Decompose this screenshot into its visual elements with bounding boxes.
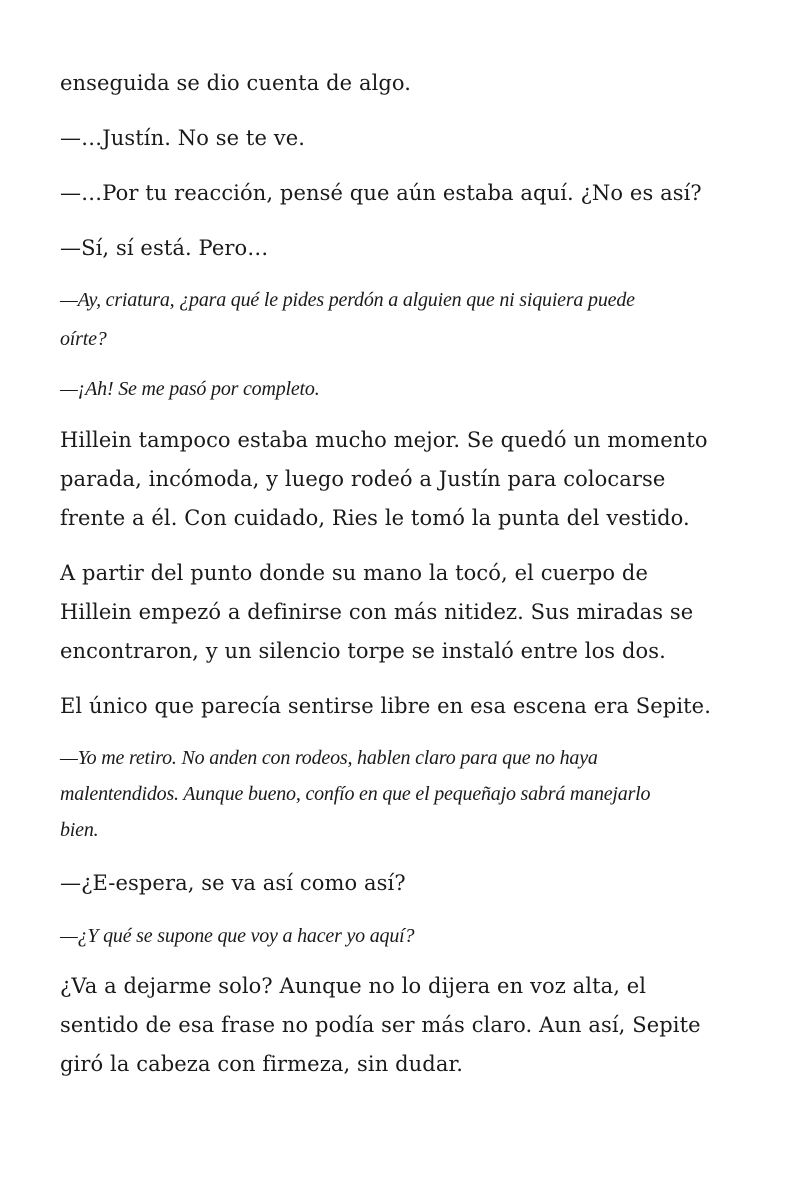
- italic-thought: [60, 917, 740, 956]
- text-line: —Ay, criatura, ¿para qué le pides perdón a alguien que ni siquiera puede: [60, 289, 635, 311]
- text-line: —¿E-espera, se va así como así?: [60, 871, 406, 895]
- text-line: —…Por tu reacción, pensé que aún estaba aquí. ¿No es así?: [60, 181, 702, 205]
- dialogue-line: [60, 119, 750, 158]
- text-line: ¿Va a dejarme solo? Aunque no lo dijera en voz alta, el: [60, 974, 647, 998]
- paragraph: [60, 421, 750, 538]
- text-line: oírte?: [60, 328, 107, 350]
- text-line: enseguida se dio cuenta de algo.: [60, 71, 412, 95]
- paragraph: [60, 687, 750, 726]
- text-line: —Sí, sí está. Pero…: [60, 236, 269, 260]
- dialogue-line: [60, 229, 750, 268]
- text-line: —¡Ah! Se me pasó por completo.: [60, 378, 320, 400]
- text-line: malentendidos. Aunque bueno, confío en que el pequeñajo sabrá manejarlo: [60, 783, 651, 805]
- italic-thought: [60, 281, 740, 359]
- text-line: sentido de esa frase no podía ser más claro. Aun así, Sepite: [60, 1013, 701, 1037]
- text-line: parada, incómoda, y luego rodeó a Justín para colocarse: [60, 467, 666, 491]
- paragraph: [60, 554, 750, 671]
- text-line: —…Justín. No se te ve.: [60, 126, 306, 150]
- text-line: giró la cabeza con firmeza, sin dudar.: [60, 1052, 464, 1076]
- text-line: frente a él. Con cuidado, Ries le tomó la punta del vestido.: [60, 506, 690, 530]
- text-line: El único que parecía sentirse libre en esa escena era Sepite.: [60, 694, 711, 718]
- italic-thought: [60, 370, 740, 409]
- text-line: bien.: [60, 819, 99, 841]
- text-line: Hillein tampoco estaba mucho mejor. Se quedó un momento: [60, 428, 708, 452]
- text-line: Hillein empezó a definirse con más nitidez. Sus miradas se: [60, 600, 694, 624]
- text-line: A partir del punto donde su mano la tocó, el cuerpo de: [60, 561, 648, 585]
- paragraph: [60, 967, 750, 1084]
- text-line: —¿Y qué se supone que voy a hacer yo aquí?: [60, 925, 415, 947]
- text-line: —Yo me retiro. No anden con rodeos, hablen claro para que no haya: [60, 747, 598, 769]
- italic-thought: [60, 740, 740, 848]
- dialogue-line: [60, 864, 750, 903]
- paragraph: [60, 64, 750, 103]
- dialogue-line: [60, 174, 750, 213]
- text-line: encontraron, y un silencio torpe se instaló entre los dos.: [60, 639, 666, 663]
